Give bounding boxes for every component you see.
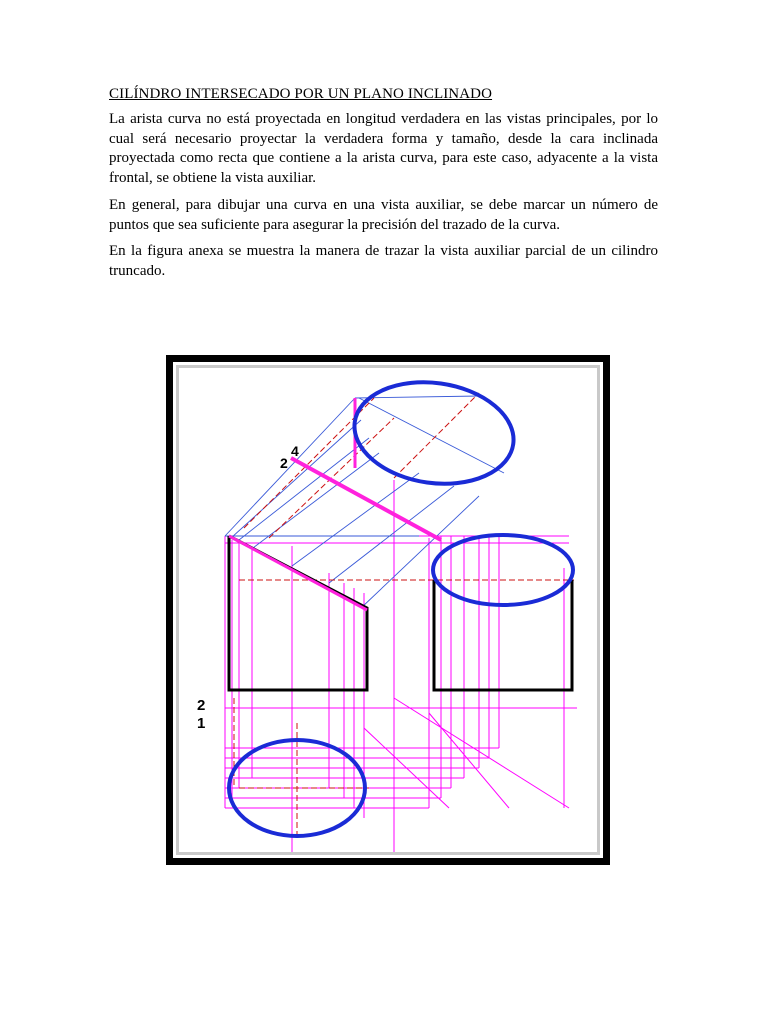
auxiliary-edge (291, 458, 441, 540)
cylinder-drawing (179, 368, 597, 852)
document-title: CILÍNDRO INTERSECADO POR UN PLANO INCLINADO (109, 86, 493, 102)
paragraph-1: La arista curva no está proyectada en longitud verdadera en las vistas principales, por lo cual será necesario proyectar la verdadera forma y tamaño, desde la cara inclinada proyectada como recta que contiene a la arista curva, para este caso, adyacente a la vista frontal, se obtiene la vista auxiliar. (109, 111, 658, 186)
inclined-face-edge (229, 536, 367, 610)
aux-label-bottom: 2 (280, 455, 288, 471)
figure-canvas (176, 365, 600, 855)
front-label-bottom: 1 (197, 715, 206, 732)
ellipses (229, 372, 573, 836)
view-outlines (229, 536, 572, 690)
aux-label-top: 4 (291, 443, 299, 459)
front-label-top: 2 (197, 697, 206, 714)
paragraph-3: En la figura anexa se muestra la manera de trazar la vista auxiliar parcial de un cilindro truncado. (109, 243, 658, 279)
paragraph-2: En general, para dibujar una curva en una vista auxiliar, se debe marcar un número de puntos que sea suficiente para asegurar la precisión del trazado de la curva. (109, 197, 658, 233)
figure-frame (166, 355, 610, 865)
construction-lines (225, 396, 504, 608)
